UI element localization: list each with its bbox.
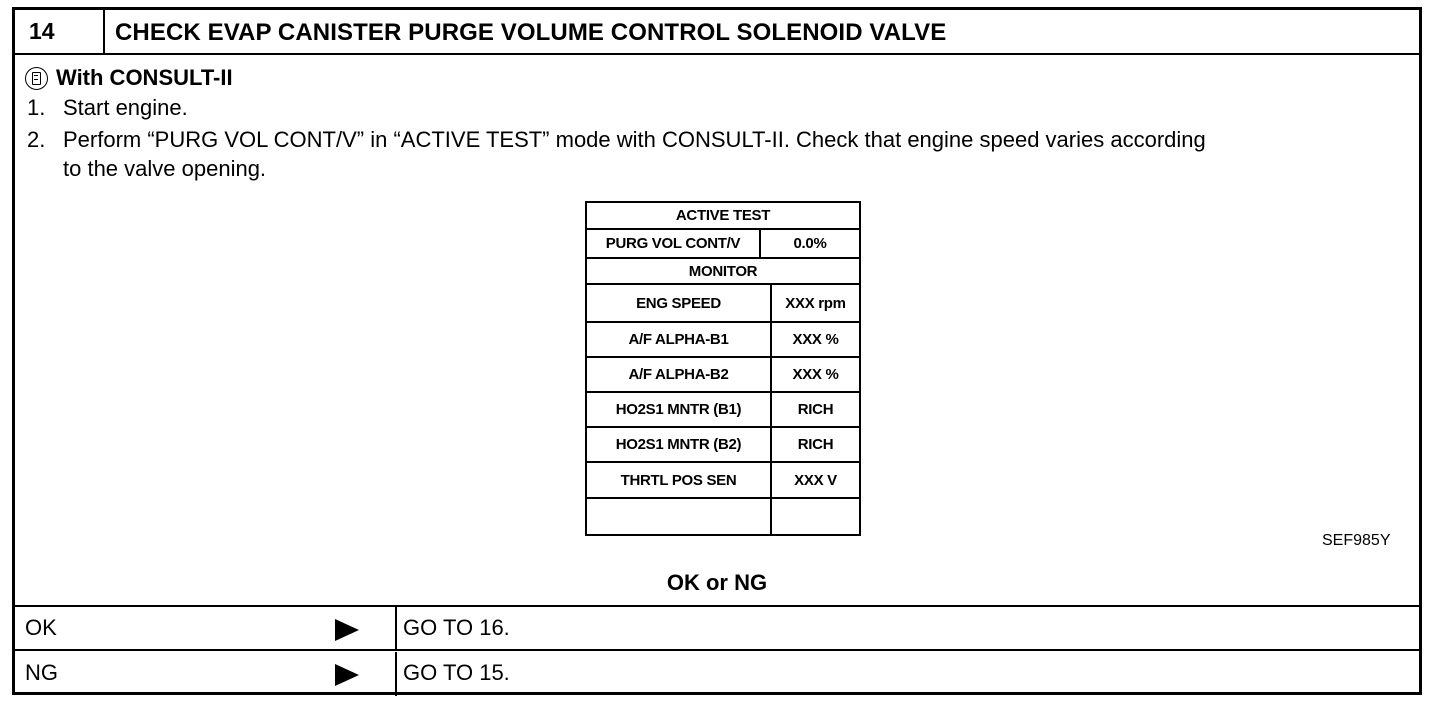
monitor-item-value: XXX % xyxy=(792,331,839,348)
monitor-header: MONITOR xyxy=(587,259,859,285)
monitor-item-value: XXX rpm xyxy=(785,294,846,312)
monitor-item-label: HO2S1 MNTR (B2) xyxy=(615,436,742,453)
instruction-1 xyxy=(27,93,1407,122)
figure-id: SEF985Y xyxy=(1322,532,1391,549)
step-header xyxy=(15,10,1419,55)
monitor-item-label: HO2S1 MNTR (B1) xyxy=(615,401,742,418)
arrow-right-icon xyxy=(335,664,359,686)
consult-label: With CONSULT-II xyxy=(56,65,233,90)
instruction-number: 2. xyxy=(27,127,46,152)
monitor-item-label: A/F ALPHA-B2 xyxy=(628,366,729,383)
consult-tool-icon xyxy=(25,67,48,90)
arrow-right-icon xyxy=(335,619,359,641)
instruction-text: Start engine. xyxy=(63,95,188,120)
monitor-row-empty xyxy=(587,499,859,534)
monitor-item-value: RICH xyxy=(797,436,834,453)
monitor-row xyxy=(587,323,859,358)
monitor-row xyxy=(587,285,859,323)
instruction-number: 1. xyxy=(27,95,46,120)
monitor-item-value xyxy=(772,499,859,534)
monitor-item-label xyxy=(587,499,770,534)
monitor-item-value: RICH xyxy=(797,401,834,418)
decision-prompt: OK or NG xyxy=(666,570,768,595)
monitor-row xyxy=(587,358,859,393)
result-label: NG xyxy=(25,660,58,685)
result-action: GO TO 15. xyxy=(403,660,510,685)
monitor-item-label: A/F ALPHA-B1 xyxy=(628,331,729,348)
procedure-step-frame xyxy=(12,7,1422,695)
test-item-row xyxy=(587,230,859,259)
decision-results xyxy=(15,605,1419,695)
monitor-row xyxy=(587,428,859,463)
monitor-item-value: XXX % xyxy=(792,366,839,383)
monitor-item-label: THRTL POS SEN xyxy=(620,471,737,489)
monitor-item-value: XXX V xyxy=(794,471,837,489)
test-item-label: PURG VOL CONT/V xyxy=(605,235,741,252)
instruction-text: Perform “PURG VOL CONT/V” in “ACTIVE TEST” mode with CONSULT-II. Check that engine speed varies according xyxy=(63,127,1206,152)
consult-requirement xyxy=(25,65,233,91)
active-test-header: ACTIVE TEST xyxy=(587,203,859,230)
result-label: OK xyxy=(25,615,57,640)
result-row-ng xyxy=(15,652,1419,696)
monitor-item-label: ENG SPEED xyxy=(636,294,721,312)
step-title: CHECK EVAP CANISTER PURGE VOLUME CONTROL SOLENOID VALVE xyxy=(115,19,947,46)
monitor-row xyxy=(587,393,859,428)
instruction-2 xyxy=(27,125,1407,183)
result-action: GO TO 16. xyxy=(403,615,510,640)
result-row-ok xyxy=(15,607,1419,651)
consult-monitor-screen xyxy=(585,201,861,536)
monitor-row xyxy=(587,463,859,499)
test-item-value: 0.0% xyxy=(793,235,827,252)
instruction-text-continued: to the valve opening. xyxy=(63,156,267,181)
step-number: 14 xyxy=(15,10,105,53)
